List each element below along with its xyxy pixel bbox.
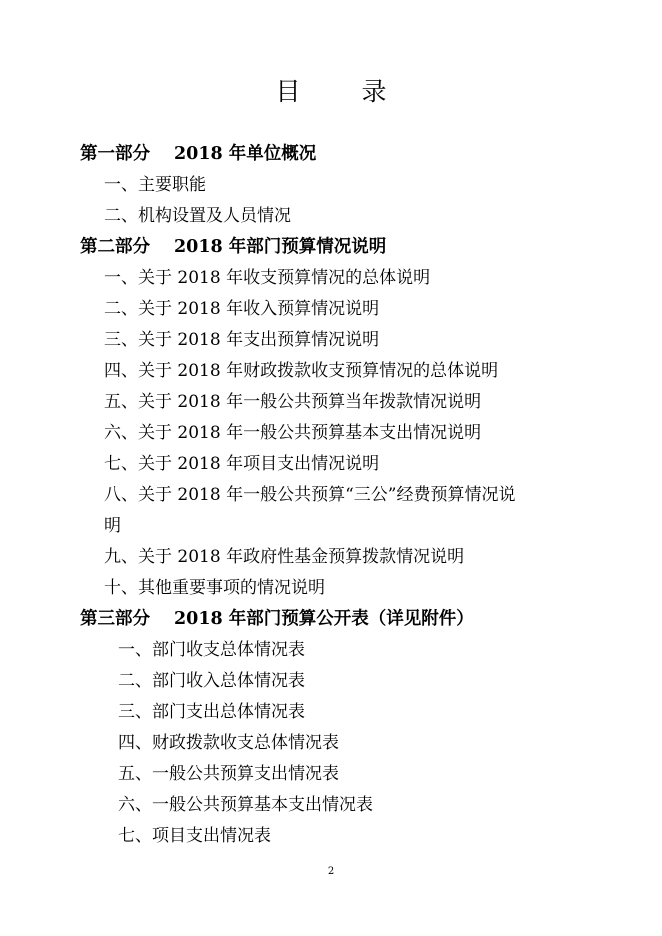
toc-item: 三、关于 2018 年支出预算情况说明 xyxy=(104,330,380,350)
toc-item: 二、机构设置及人员情况 xyxy=(104,206,291,226)
toc-item: 九、关于 2018 年政府性基金预算拨款情况说明 xyxy=(104,547,465,567)
toc-part-title: 2018 年部门预算情况说明 xyxy=(174,237,387,257)
toc-item: 一、关于 2018 年收支预算情况的总体说明 xyxy=(104,268,431,288)
toc-item-continuation: 明 xyxy=(104,516,121,536)
toc-part-title: 2018 年单位概况 xyxy=(174,144,317,164)
toc-item: 十、其他重要事项的情况说明 xyxy=(104,578,325,598)
toc-item: 三、部门支出总体情况表 xyxy=(118,702,305,722)
page-number: 2 xyxy=(327,866,335,877)
toc-part-1 xyxy=(80,143,316,165)
toc-item: 一、部门收支总体情况表 xyxy=(118,640,305,660)
toc-item: 五、关于 2018 年一般公共预算当年拨款情况说明 xyxy=(104,392,482,412)
toc-item: 五、一般公共预算支出情况表 xyxy=(118,764,339,784)
toc-part-label: 第二部分 xyxy=(80,237,150,257)
toc-item: 七、关于 2018 年项目支出情况说明 xyxy=(104,454,380,474)
toc-part-label: 第三部分 xyxy=(80,609,150,629)
toc-item: 七、项目支出情况表 xyxy=(118,826,271,846)
toc-item: 四、财政拨款收支总体情况表 xyxy=(118,733,339,753)
toc-item: 一、主要职能 xyxy=(104,175,206,195)
toc-item: 八、关于 2018 年一般公共预算“三公”经费预算情况说 xyxy=(104,485,516,505)
toc-item: 六、关于 2018 年一般公共预算基本支出情况说明 xyxy=(104,423,482,443)
page-title: 目 录 xyxy=(275,77,405,106)
toc-part-2 xyxy=(80,236,386,258)
toc-part-title: 2018 年部门预算公开表（详见附件） xyxy=(174,609,474,629)
toc-item: 二、部门收入总体情况表 xyxy=(118,671,305,691)
toc-item: 六、一般公共预算基本支出情况表 xyxy=(118,795,373,815)
toc-part-label: 第一部分 xyxy=(80,144,150,164)
toc-part-3 xyxy=(80,608,474,630)
toc-item: 四、关于 2018 年财政拨款收支预算情况的总体说明 xyxy=(104,361,499,381)
toc-item: 二、关于 2018 年收入预算情况说明 xyxy=(104,299,380,319)
